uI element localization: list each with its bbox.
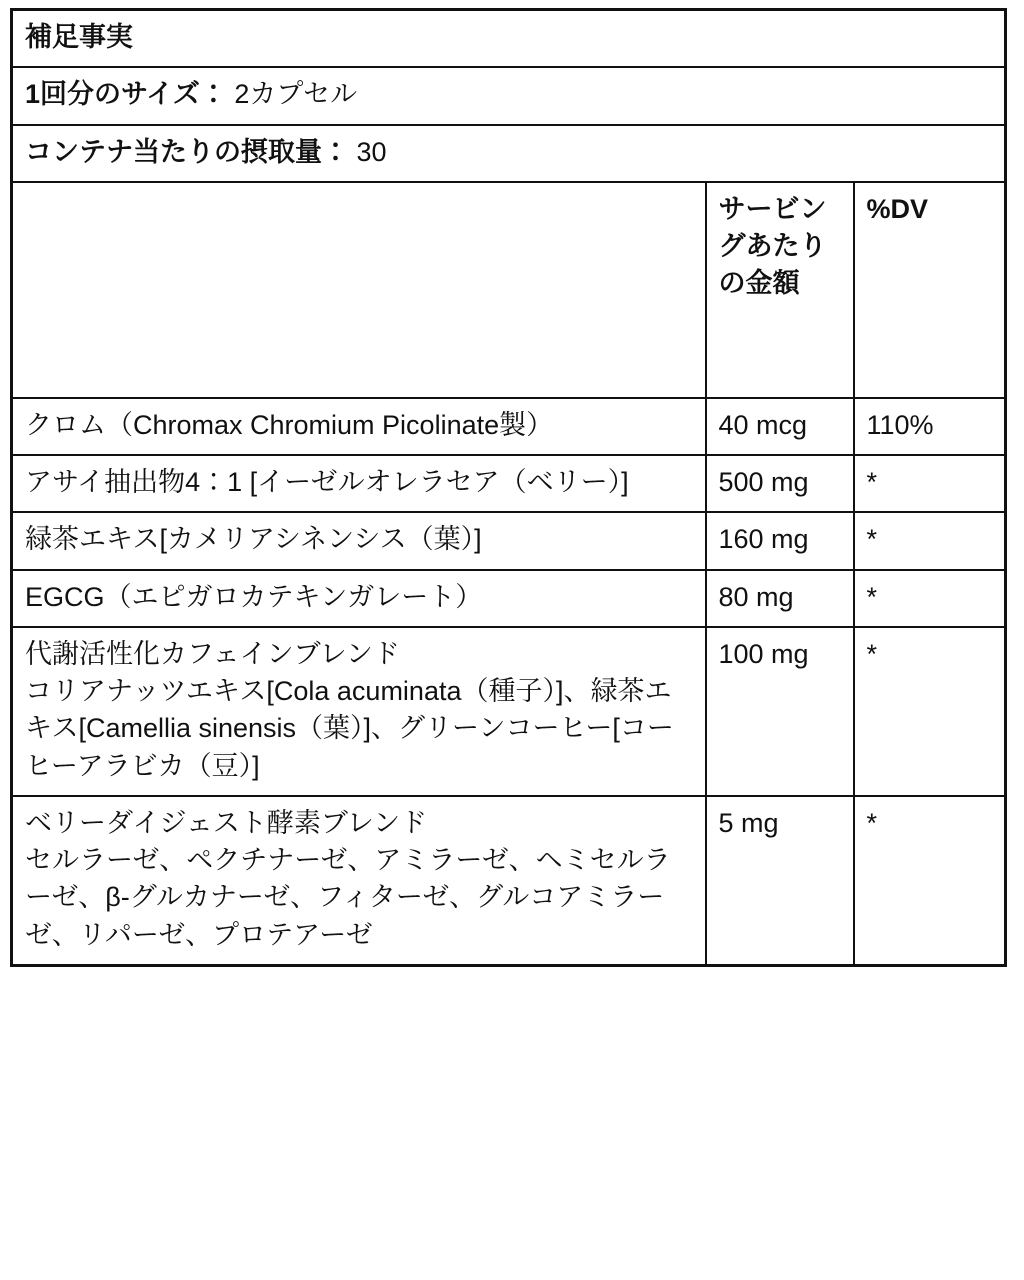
column-header-row xyxy=(12,182,1006,398)
label-title: 補足事実 xyxy=(12,10,1006,68)
nutrient-name: 緑茶エキス[カメリアシネンシス（葉）] xyxy=(12,512,706,569)
table-row xyxy=(12,455,1006,512)
serving-size xyxy=(12,67,1006,124)
nutrient-amount: 40 mcg xyxy=(706,398,854,455)
table-row xyxy=(12,796,1006,966)
nutrient-name: アサイ抽出物4：1 [イーゼルオレラセア（ベリー）] xyxy=(12,455,706,512)
nutrient-ingredients: コリアナッツエキス[Cola acuminata（種子）]、緑茶エキス[Camellia sinensis（葉）]、グリーンコーヒー[コーヒーアラビカ（豆）] xyxy=(25,676,674,781)
nutrient-dv: * xyxy=(854,796,1006,966)
servings-per-container-value: 30 xyxy=(356,136,387,167)
nutrient-dv: * xyxy=(854,455,1006,512)
nutrient-name: クロム（Chromax Chromium Picolinate製） xyxy=(12,398,706,455)
serving-size-value: 2カプセル xyxy=(234,79,358,110)
nutrient-dv: * xyxy=(854,570,1006,627)
table-row xyxy=(12,398,1006,455)
nutrient-dv: 110% xyxy=(854,398,1006,455)
servings-per-container xyxy=(12,125,1006,182)
nutrient-amount: 500 mg xyxy=(706,455,854,512)
nutrient-name: 代謝活性化カフェインブレンド xyxy=(25,638,400,669)
serving-size-row xyxy=(12,67,1006,124)
nutrient-amount: 5 mg xyxy=(706,796,854,966)
nutrient-name: EGCG（エピガロカテキンガレート） xyxy=(12,570,706,627)
nutrient-amount: 100 mg xyxy=(706,627,854,796)
supplement-facts-table xyxy=(10,8,1007,967)
serving-size-label: 1回分のサイズ： xyxy=(25,79,227,110)
nutrient-blend xyxy=(12,796,706,966)
title-row xyxy=(12,10,1006,68)
nutrient-amount: 160 mg xyxy=(706,512,854,569)
nutrient-dv: * xyxy=(854,512,1006,569)
nutrient-blend xyxy=(12,627,706,796)
nutrient-amount: 80 mg xyxy=(706,570,854,627)
column-header-dv: %DV xyxy=(854,182,1006,398)
table-row xyxy=(12,627,1006,796)
table-row xyxy=(12,512,1006,569)
nutrient-ingredients: セルラーゼ、ペクチナーゼ、アミラーゼ、ヘミセルラーゼ、β-グルカナーゼ、フィターゼ、グルコアミラーゼ、リパーゼ、プロテアーゼ xyxy=(25,845,671,950)
nutrient-dv: * xyxy=(854,627,1006,796)
column-header-blank xyxy=(12,182,706,398)
servings-per-container-row xyxy=(12,125,1006,182)
column-header-amount: サービングあたりの金額 xyxy=(706,182,854,398)
table-row xyxy=(12,570,1006,627)
servings-per-container-label: コンテナ当たりの摂取量： xyxy=(25,136,349,167)
nutrient-name: ベリーダイジェスト酵素ブレンド xyxy=(25,807,428,838)
